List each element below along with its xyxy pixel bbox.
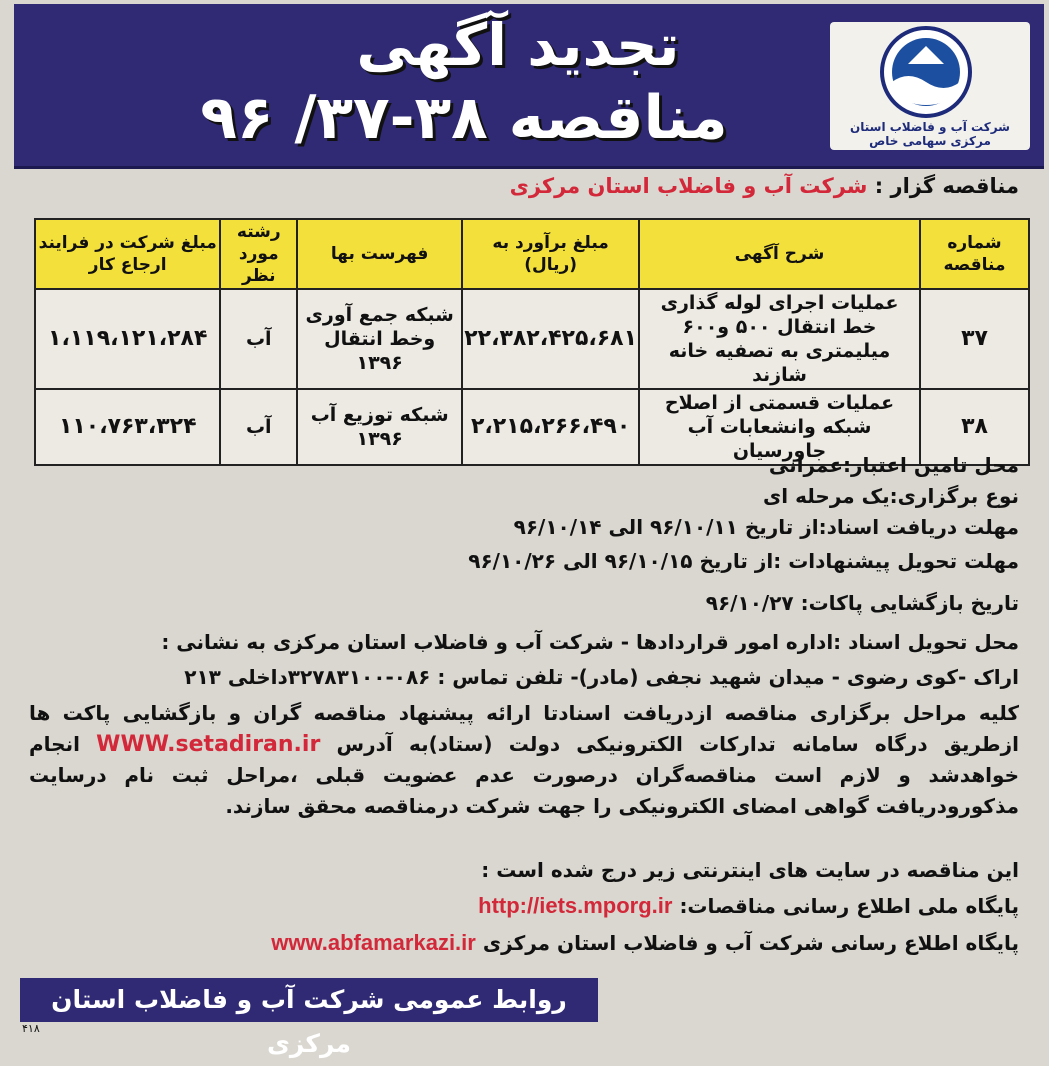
- tender-number: ۳۷: [920, 289, 1029, 389]
- tender-price-list: شبکه توزیع آب ۱۳۹۶: [297, 389, 462, 465]
- tender-description: عملیات اجرای لوله گذاری خط انتقال ۵۰۰ و۶۰۰ میلیمتری به تصفیه خانه شازند: [639, 289, 920, 389]
- tender-fee: ۱،۱۱۹،۱۲۱،۲۸۴: [35, 289, 220, 389]
- national-portal-label: پایگاه ملی اطلاع رسانی مناقصات:: [679, 894, 1019, 918]
- tender-number: ۳۸: [920, 389, 1029, 465]
- tender-estimate: ۲۲،۳۸۲،۴۲۵،۶۸۱: [462, 289, 639, 389]
- company-portal-label: پایگاه اطلاع رسانی شرکت آب و فاضلاب استان مرکزی: [482, 931, 1019, 955]
- national-portal-line: [478, 893, 1019, 919]
- tenderer-label: مناقصه گزار :: [874, 174, 1019, 198]
- company-portal-link[interactable]: www.abfamarkazi.ir: [271, 930, 476, 955]
- tender-field: آب: [220, 389, 297, 465]
- tenderer-line: [510, 174, 1019, 198]
- tender-field: آب: [220, 289, 297, 389]
- tender-price-list: شبکه جمع آوری وخط انتقال ۱۳۹۶: [297, 289, 462, 389]
- procedure-text-1: کلیه مراحل برگزاری مناقصه ازدریافت اسنادتا ارائه پیشنهاد مناقصه گران و بازگشایی پاکت ها ازطریق درگاه سامانه تدارکات الکترونیکی دولت (ستاد)به آدرس: [29, 701, 1020, 756]
- tender-table: [34, 218, 1030, 466]
- col-price-list: فهرست بها: [297, 219, 462, 289]
- col-estimate: مبلغ برآورد به (ریال): [462, 219, 639, 289]
- procedure-paragraph: [29, 698, 1019, 822]
- water-drop-logo-icon: [878, 24, 974, 120]
- public-relations-footer: روابط عمومی شرکت آب و فاضلاب استان مرکزی: [20, 978, 598, 1022]
- offer-deadline-line: مهلت تحویل پیشنهادات :از تاریخ ۹۶/۱۰/۱۵ الی ۹۶/۱۰/۲۶: [468, 549, 1019, 573]
- col-description: شرح آگهی: [639, 219, 920, 289]
- page-number: ۴۱۸: [22, 1022, 40, 1035]
- setadiran-link[interactable]: WWW.setadiran.ir: [96, 732, 321, 757]
- sites-intro-line: این مناقصه در سایت های اینترنتی زیر درج شده است :: [481, 858, 1019, 882]
- col-field: رشته مورد نظر: [220, 219, 297, 289]
- national-portal-link[interactable]: http://iets.mporg.ir: [478, 893, 673, 918]
- company-portal-line: [271, 930, 1019, 956]
- tender-fee: ۱۱۰،۷۶۳،۳۲۴: [35, 389, 220, 465]
- ad-subtitle: مناقصه ۳۸-۳۷/ ۹۶: [200, 83, 728, 153]
- tenderer-name: شرکت آب و فاضلاب استان مرکزی: [509, 174, 868, 198]
- company-logo: [830, 22, 1030, 150]
- document-deadline-line: مهلت دریافت اسناد:از تاریخ ۹۶/۱۰/۱۱ الی ۹۶/۱۰/۱۴: [513, 515, 1019, 539]
- holding-type-line: نوع برگزاری:یک مرحله ای: [762, 484, 1019, 508]
- table-header-row: [35, 219, 1029, 289]
- opening-date-line: تاریخ بازگشایی پاکات: ۹۶/۱۰/۲۷: [705, 591, 1019, 615]
- col-participation-fee: مبلغ شرکت در فرایند ارجاع کار: [35, 219, 220, 289]
- col-tender-number: شماره مناقصه: [920, 219, 1029, 289]
- tender-estimate: ۲،۲۱۵،۲۶۶،۴۹۰: [462, 389, 639, 465]
- ad-title: تجدید آگهی: [356, 11, 680, 79]
- address-line: اراک -کوی رضوی - میدان شهید نجفی (مادر)- تلفن تماس : ۰۸۶-۳۲۷۸۳۱۰۰داخلی ۲۱۳: [184, 665, 1019, 689]
- logo-caption: شرکت آب و فاضلاب استان مرکزی سهامی خاص: [850, 120, 1010, 148]
- procedure-text-2: انجام خواهدشد و لازم است مناقصه‌گران درصورت عدم عضویت قبلی ،مراحل ثبت نام درسایت مذکورودریافت گواهی امضای الکترونیکی را جهت شرکت درمناقصه محقق سازند.: [29, 732, 1019, 818]
- funding-line: محل تامین اعتبار:عمرانی: [768, 453, 1019, 477]
- delivery-place-line: محل تحویل اسناد :اداره امور قراردادها - شرکت آب و فاضلاب استان مرکزی به نشانی :: [161, 630, 1019, 654]
- header-banner: [14, 4, 1044, 169]
- table-row: [35, 289, 1029, 389]
- tender-description: عملیات قسمتی از اصلاح شبکه وانشعابات آب جاورسیان: [639, 389, 920, 465]
